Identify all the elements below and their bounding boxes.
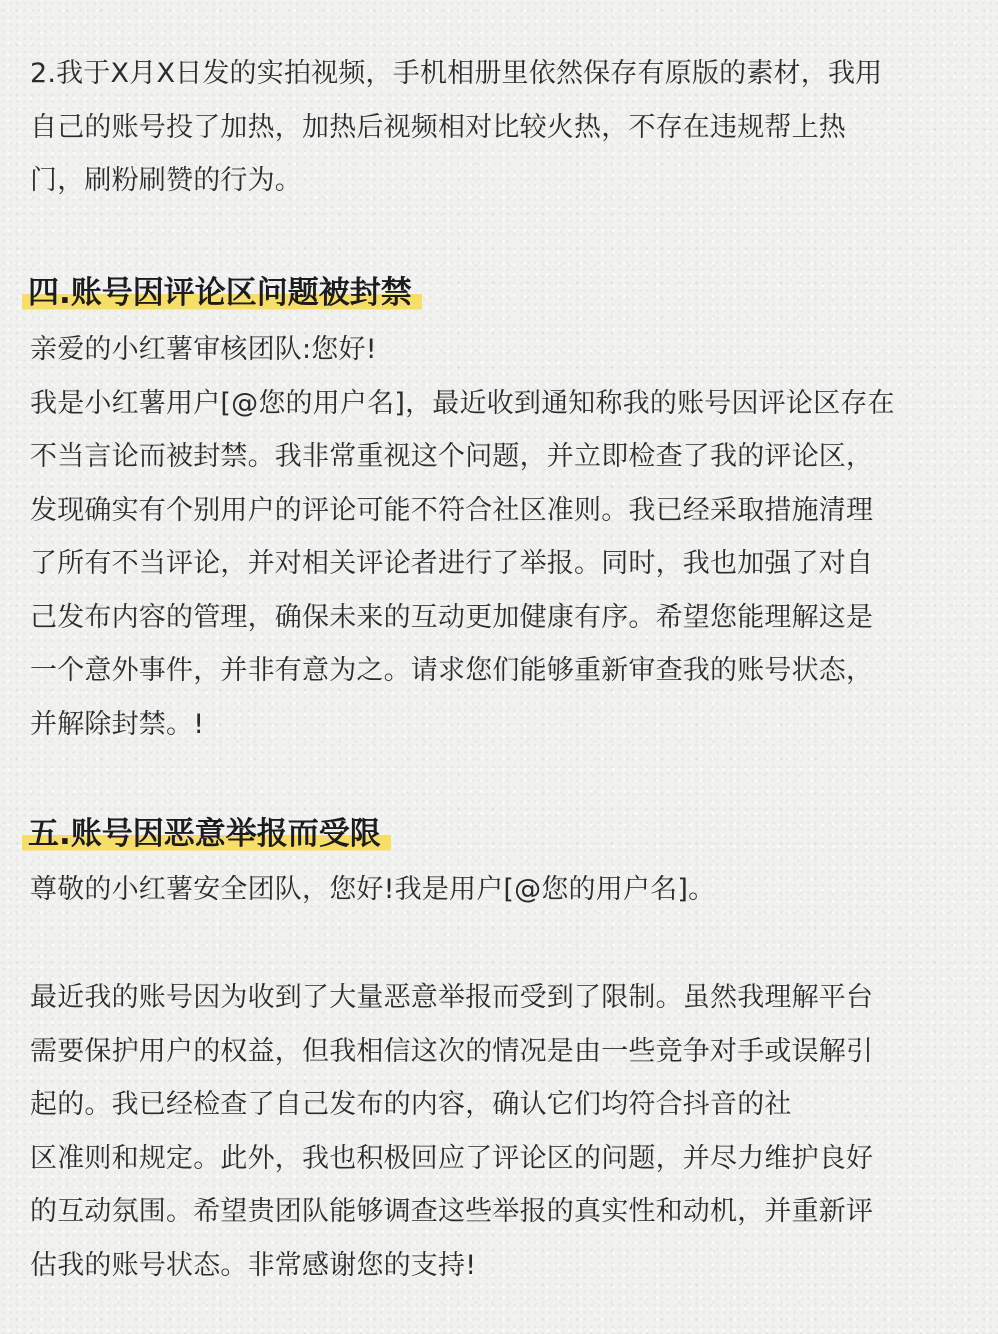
paragraph-line: 不当言论而被封禁。我非常重视这个问题，并立即检查了我的评论区， bbox=[30, 441, 874, 472]
paragraph-line: 估我的账号状态。非常感谢您的支持! bbox=[30, 1249, 477, 1281]
paragraph-line: 起的。我已经检查了自己发布的内容，确认它们均符合抖音的社 bbox=[30, 1089, 792, 1120]
paragraph-line: 并解除封禁。! bbox=[30, 708, 205, 740]
paragraph-line: 需要保护用户的权益，但我相信这次的情况是由一些竞争对手或误解引 bbox=[30, 1035, 874, 1067]
section-4-paragraph bbox=[30, 323, 970, 751]
paragraph-line: 己发布内容的管理，确保未来的互动更加健康有序。希望您能理解这是 bbox=[30, 601, 874, 633]
paragraph-line: 2.我于X月X日发的实拍视频，手机相册里依然保存有原版的素材，我用 bbox=[30, 58, 883, 89]
greeting-line: 尊敬的小红薯安全团队，您好!我是用户[@您的用户名]。 bbox=[30, 874, 716, 905]
section-5-greeting bbox=[30, 863, 970, 917]
paragraph-line: 我是小红薯用户[@您的用户名]，最近收到通知称我的账号因评论区存在 bbox=[30, 387, 895, 419]
paragraph-line: 门，刷粉刷赞的行为。 bbox=[30, 165, 302, 196]
section-4-heading: 四.账号因评论区问题被封禁 bbox=[22, 271, 422, 315]
section-5-paragraph bbox=[30, 971, 970, 1292]
paragraph-line: 一个意外事件，并非有意为之。请求您们能够重新审查我的账号状态， bbox=[30, 655, 874, 686]
paragraph-line: 的互动氛围。希望贵团队能够调查这些举报的真实性和动机，并重新评 bbox=[30, 1196, 874, 1227]
section-5-heading: 五.账号因恶意举报而受限 bbox=[22, 812, 391, 856]
paragraph-line: 亲爱的小红薯审核团队:您好! bbox=[30, 334, 377, 365]
paragraph-line: 发现确实有个别用户的评论可能不符合社区准则。我已经采取措施清理 bbox=[30, 494, 874, 526]
paragraph-line: 了所有不当评论，并对相关评论者进行了举报。同时，我也加强了对自 bbox=[30, 548, 874, 579]
section-prev-paragraph bbox=[30, 47, 970, 208]
paragraph-line: 区准则和规定。此外，我也积极回应了评论区的问题，并尽力维护良好 bbox=[30, 1142, 874, 1174]
paragraph-line: 自己的账号投了加热，加热后视频相对比较火热，不存在违规帮上热 bbox=[30, 111, 846, 143]
paragraph-line: 最近我的账号因为收到了大量恶意举报而受到了限制。虽然我理解平台 bbox=[30, 982, 874, 1013]
